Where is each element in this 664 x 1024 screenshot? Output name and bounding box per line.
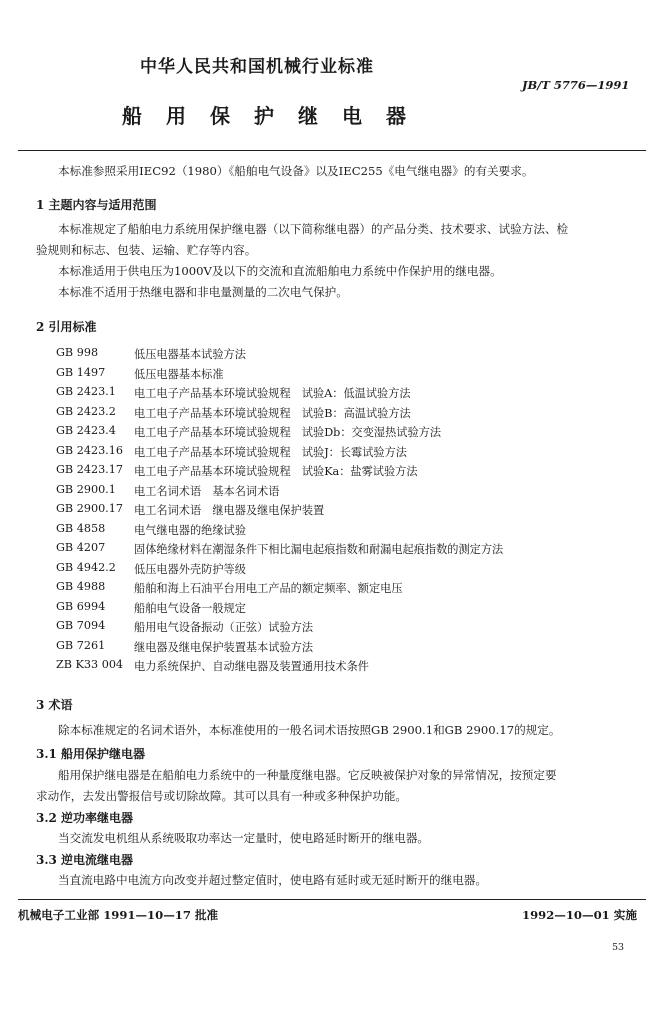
reference-code: GB 4858 [56, 522, 106, 535]
section-3-1-line-1: 船用保护继电器是在船舶电力系统中的一种量度继电器。它反映被保护对象的异常情况，按预定要 [58, 768, 557, 782]
reference-code: GB 4942.2 [56, 561, 116, 574]
standard-number: JB/T 5776—1991 [522, 78, 630, 92]
reference-code: GB 4988 [56, 580, 106, 593]
intro-paragraph: 本标准参照采用IEC92（1980）《船舶电气设备》以及IEC255《电气继电器》的有关要求。 [58, 164, 534, 178]
reference-code: GB 1497 [56, 366, 106, 379]
reference-code: GB 4207 [56, 541, 106, 554]
reference-code: GB 2900.17 [56, 502, 123, 515]
reference-code: GB 7094 [56, 619, 106, 632]
page-number: 53 [612, 942, 625, 953]
reference-code: GB 2423.2 [56, 405, 116, 418]
footer-rule [18, 899, 646, 900]
reference-code: GB 2423.1 [56, 385, 116, 398]
reference-title: 电工名词术语 基本名词术语 [134, 485, 280, 498]
section-3-2-heading: 3.2 逆功率继电器 [36, 811, 134, 825]
reference-title: 电气继电器的绝缘试验 [134, 524, 246, 537]
reference-code: GB 998 [56, 346, 99, 359]
section-3-3-heading: 3.3 逆电流继电器 [36, 853, 134, 867]
reference-title: 电工电子产品基本环境试验规程 试验Db：交变湿热试验方法 [134, 426, 442, 439]
section-3-heading: 3 术语 [36, 698, 73, 712]
reference-title: 低压电器外壳防护等级 [134, 563, 246, 576]
section-2-heading: 2 引用标准 [36, 320, 97, 334]
reference-title: 固体绝缘材料在潮湿条件下相比漏电起痕指数和耐漏电起痕指数的测定方法 [134, 543, 504, 556]
section-1-para-2: 本标准适用于供电压为1000V及以下的交流和直流船舶电力系统中作保护用的继电器。 [58, 264, 502, 278]
section-3-1-heading: 3.1 船用保护继电器 [36, 747, 146, 761]
reference-title: 船舶电气设备一般规定 [134, 602, 246, 615]
reference-title: 继电器及继电保护装置基本试验方法 [134, 641, 314, 654]
reference-title: 电工电子产品基本环境试验规程 试验A：低温试验方法 [134, 387, 411, 400]
reference-title: 电工电子产品基本环境试验规程 试验B：高温试验方法 [134, 407, 411, 420]
reference-code: GB 7261 [56, 639, 106, 652]
reference-code: GB 2423.4 [56, 424, 116, 437]
reference-title: 电力系统保护、自动继电器及装置通用技术条件 [134, 660, 369, 673]
approval-date: 机械电子工业部 1991—10—17 批准 [18, 908, 219, 922]
reference-title: 电工名词术语 继电器及继电保护装置 [134, 504, 325, 517]
issuing-organization: 中华人民共和国机械行业标准 [140, 57, 374, 77]
reference-code: ZB K33 004 [56, 658, 124, 671]
implementation-date: 1992—10—01 实施 [522, 908, 637, 922]
header-rule [18, 150, 646, 151]
section-3-3-text: 当直流电路中电流方向改变并超过整定值时，使电路有延时或无延时断开的继电器。 [58, 873, 487, 887]
reference-title: 低压电器基本试验方法 [134, 348, 246, 361]
reference-title: 电工电子产品基本环境试验规程 试验J：长霉试验方法 [134, 446, 407, 459]
reference-code: GB 2423.16 [56, 444, 123, 457]
section-3-1-line-2: 求动作，去发出警报信号或切除故障。其可以具有一种或多种保护功能。 [36, 789, 408, 803]
reference-title: 船舶和海上石油平台用电工产品的额定频率、额定电压 [134, 582, 403, 595]
section-1-para-1-line-1: 本标准规定了船舶电力系统用保护继电器（以下简称继电器）的产品分类、技术要求、试验方法、检 [58, 222, 569, 236]
reference-title: 电工电子产品基本环境试验规程 试验Ka：盐雾试验方法 [134, 465, 418, 478]
reference-code: GB 2423.17 [56, 463, 123, 476]
section-1-para-1-line-2: 验规则和标志、包装、运输、贮存等内容。 [36, 243, 257, 257]
section-3-2-text: 当交流发电机组从系统吸取功率达一定量时，使电路延时断开的继电器。 [58, 831, 430, 845]
section-1-para-3: 本标准不适用于热继电器和非电量测量的二次电气保护。 [58, 285, 348, 299]
reference-code: GB 2900.1 [56, 483, 116, 496]
reference-title: 船用电气设备振动（正弦）试验方法 [134, 621, 314, 634]
document-title: 船用保护继电器 [122, 104, 430, 128]
reference-title: 低压电器基本标准 [134, 368, 224, 381]
reference-code: GB 6994 [56, 600, 106, 613]
section-1-heading: 1 主题内容与适用范围 [36, 198, 157, 212]
section-3-intro: 除本标准规定的名词术语外，本标准使用的一般名词术语按照GB 2900.1和GB 2900.17的规定。 [58, 723, 561, 737]
